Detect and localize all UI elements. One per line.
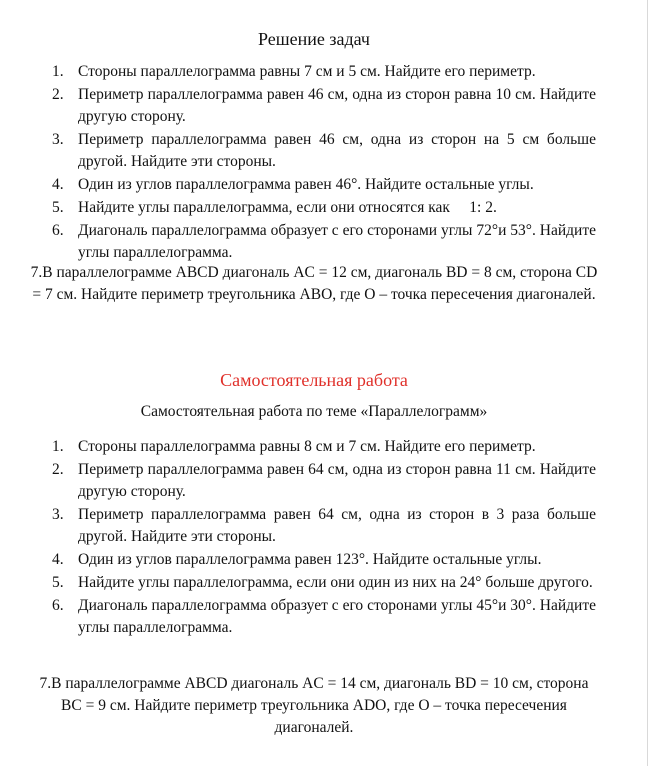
item-number: 1. [52,63,64,80]
section2-title: Самостоятельная работа [220,370,408,390]
item-number: 6. [52,597,64,614]
item-text: Периметр параллелограмма равен 46 см, одна из сторон на 5 см больше другой. Найдите эти стороны. [78,131,596,170]
section2-task-list [48,436,596,640]
item-number: 4. [52,551,64,568]
item-number: 3. [52,131,64,148]
item-number: 2. [52,86,64,103]
section2-subtitle: Самостоятельная работа по теме «Параллелограмм» [140,403,488,420]
list-item [48,595,596,639]
item-number: 6. [52,222,64,239]
section2-task-7: 7.В параллелограмме ABCD диагональ AC = 14 см, диагональ BD = 10 см, сторона BC = 9 см. Найдите периметр треугольника ADO, где O – точка пересечения диагоналей. [39,675,589,736]
item-text: Найдите углы параллелограмма, если они относятся как 1: 2. [78,199,497,216]
list-item [48,572,596,594]
item-text: Диагональ параллелограмма образует с его сторонами углы 72°и 53°. Найдите углы параллелограмма. [78,222,596,261]
item-text: Периметр параллелограмма равен 64 см, одна из сторон равна 11 см. Найдите другую сторону. [78,461,596,500]
list-item [48,504,596,548]
item-text: Один из углов параллелограмма равен 123°. Найдите остальные углы. [78,551,542,568]
item-text: Диагональ параллелограмма образует с его сторонами углы 45°и 30°. Найдите углы параллелограмма. [78,597,596,636]
item-text: Стороны параллелограмма равны 8 см и 7 см. Найдите его периметр. [78,438,536,455]
item-text: Периметр параллелограмма равен 46 см, одна из сторон равна 10 см. Найдите другую сторону. [78,86,596,125]
section1-task-7: 7.В параллелограмме ABCD диагональ AC = 12 см, диагональ BD = 8 см, сторона CD = 7 см. Найдите периметр треугольника ABO, где O – точка пересечения диагоналей. [30,264,598,303]
list-item [48,549,596,571]
item-text: Стороны параллелограмма равны 7 см и 5 см. Найдите его периметр. [78,63,536,80]
section1-task-list [48,61,596,265]
item-text: Периметр параллелограмма равен 64 см, одна из сторон в 3 раза больше другой. Найдите эти стороны. [78,506,596,545]
item-text: Найдите углы параллелограмма, если они один из них на 24° больше другого. [78,574,593,591]
item-number: 3. [52,506,64,523]
item-number: 1. [52,438,64,455]
list-item [48,129,596,173]
item-number: 5. [52,199,64,216]
item-number: 4. [52,176,64,193]
list-item [48,459,596,503]
section1-title: Решение задач [258,29,370,49]
list-item [48,197,596,219]
item-number: 5. [52,574,64,591]
list-item [48,220,596,264]
list-item [48,61,596,83]
item-number: 2. [52,461,64,478]
item-text: Один из углов параллелограмма равен 46°. Найдите остальные углы. [78,176,534,193]
list-item [48,84,596,128]
list-item [48,174,596,196]
list-item [48,436,596,458]
